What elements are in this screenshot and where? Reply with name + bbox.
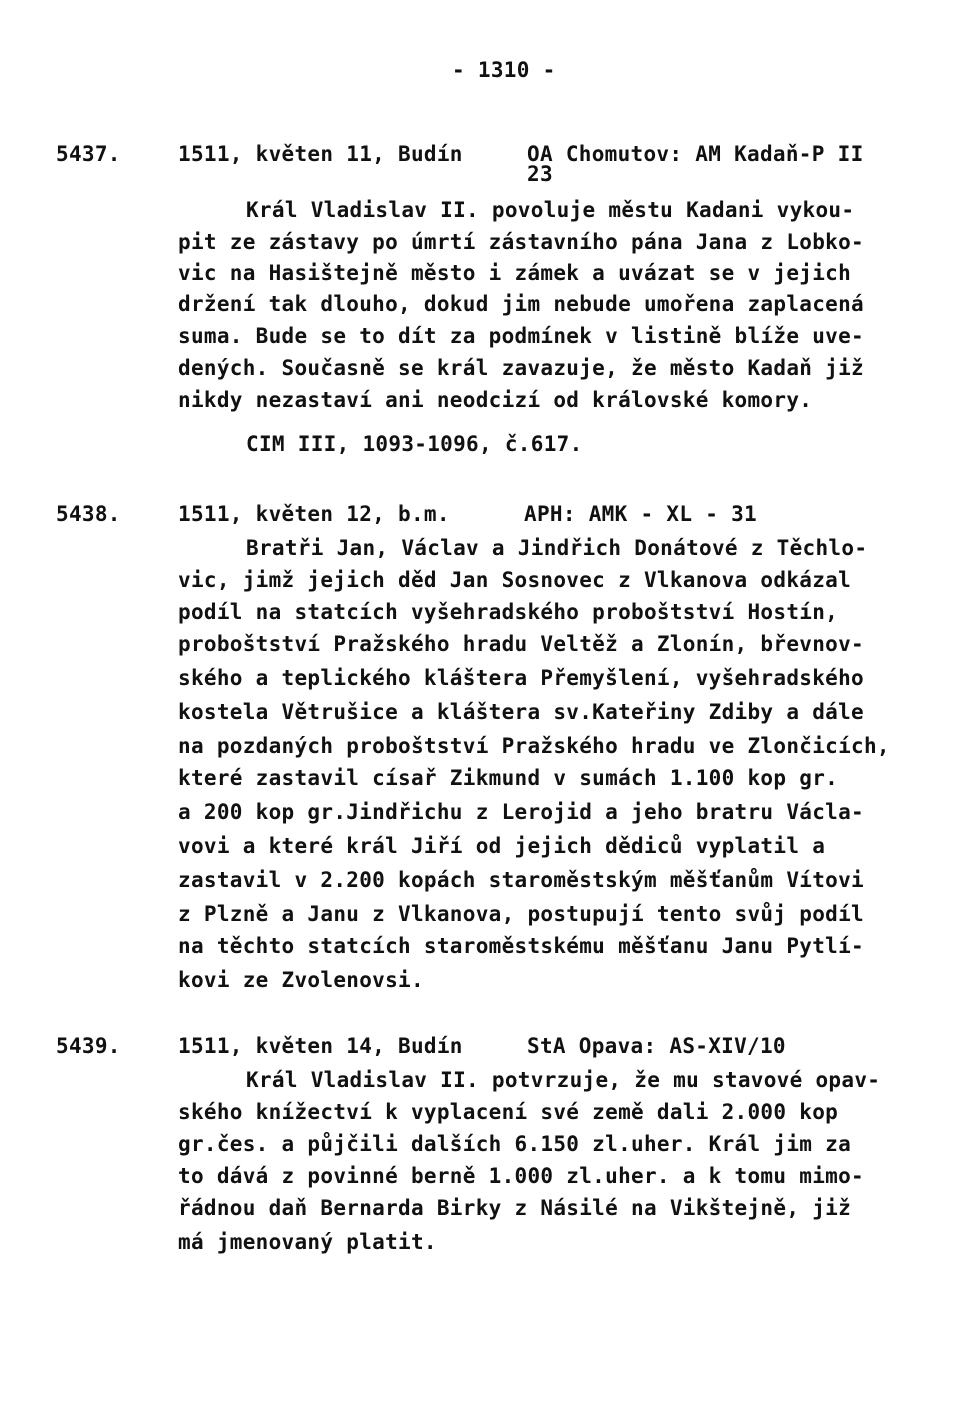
entry-text-line: které zastavil císař Zikmund v sumách 1.100 kop gr. xyxy=(178,766,839,790)
entry-number: 5437. xyxy=(56,142,121,166)
entry-text-line: na pozdaných proboštství Pražského hradu ve Zlončicích, xyxy=(178,734,890,758)
entry-text-line: na těchto statcích staroměstskému měšťanu Janu Pytlí- xyxy=(178,934,864,958)
entry-text-line: pit ze zástavy po úmrtí zástavního pána Jana z Lobko- xyxy=(178,230,864,254)
entry-date: 1511, květen 12, b.m. xyxy=(178,502,450,526)
entry-text-line: držení tak dlouho, dokud jim nebude umořena zaplacená xyxy=(178,292,864,316)
entry-text-line: zastavil v 2.200 kopách staroměstským měšťanům Vítovi xyxy=(178,868,864,892)
entry-text-line: Král Vladislav II. povoluje městu Kadani vykou- xyxy=(246,198,855,222)
entry-text-line: nikdy nezastaví ani neodcizí od královské komory. xyxy=(178,388,813,412)
entry-number: 5438. xyxy=(56,502,121,526)
entry-text-line: a 200 kop gr.Jindřichu z Lerojid a jeho bratru Václa- xyxy=(178,800,864,824)
entry-text-line: gr.čes. a půjčili dalších 6.150 zl.uher. Král jim za xyxy=(178,1132,852,1156)
entry-date: 1511, květen 11, Budín xyxy=(178,142,463,166)
entry-text-line: ského knížectví k vyplacení své země dali 2.000 kop xyxy=(178,1100,839,1124)
entry-text-line: kostela Větrušice a kláštera sv.Kateřiny Zdiby a dále xyxy=(178,700,864,724)
entry-text-line: dených. Současně se král zavazuje, že město Kadaň již xyxy=(178,356,864,380)
entry-date: 1511, květen 14, Budín xyxy=(178,1034,463,1058)
entry-text-line: vovi a které král Jiří od jejich dědiců vyplatil a xyxy=(178,834,826,858)
entry-source: OA Chomutov: AM Kadaň-P II xyxy=(527,142,864,166)
entry-source: StA Opava: AS-XIV/10 xyxy=(527,1034,786,1058)
entry-number: 5439. xyxy=(56,1034,121,1058)
entry-text-line: řádnou daň Bernarda Birky z Násilé na Vikštejně, již xyxy=(178,1196,852,1220)
entry-source: APH: AMK - XL - 31 xyxy=(524,502,757,526)
entry-text-line: vic na Hasištejně město i zámek a uvázat se v jejich xyxy=(178,261,852,285)
entry-text-line: suma. Bude se to dít za podmínek v listině blíže uve- xyxy=(178,324,864,348)
entry-text-line: podíl na statcích vyšehradského proboštství Hostín, xyxy=(178,600,839,624)
entry-text-line: ského a teplického kláštera Přemyšlení, vyšehradského xyxy=(178,666,864,690)
entry-text-line: má jmenovaný platit. xyxy=(178,1230,437,1254)
entry-source-continuation: 23 xyxy=(527,162,553,186)
entry-text-line: Král Vladislav II. potvrzuje, že mu stavové opav- xyxy=(246,1068,881,1092)
entry-text-line: kovi ze Zvolenovsi. xyxy=(178,968,424,992)
entry-text-line: to dává z povinné berně 1.000 zl.uher. a k tomu mimo- xyxy=(178,1164,864,1188)
entry-text-line: proboštství Pražského hradu Veltěž a Zlonín, břevnov- xyxy=(178,632,864,656)
entry-text-line: vic, jimž jejich děd Jan Sosnovec z Vlkanova odkázal xyxy=(178,568,852,592)
entry-citation: CIM III, 1093-1096, č.617. xyxy=(246,432,583,456)
page-number: - 1310 - xyxy=(452,58,556,82)
entry-text-line: Bratři Jan, Václav a Jindřich Donátové z Těchlo- xyxy=(246,536,868,560)
entry-text-line: z Plzně a Janu z Vlkanova, postupují tento svůj podíl xyxy=(178,902,864,926)
